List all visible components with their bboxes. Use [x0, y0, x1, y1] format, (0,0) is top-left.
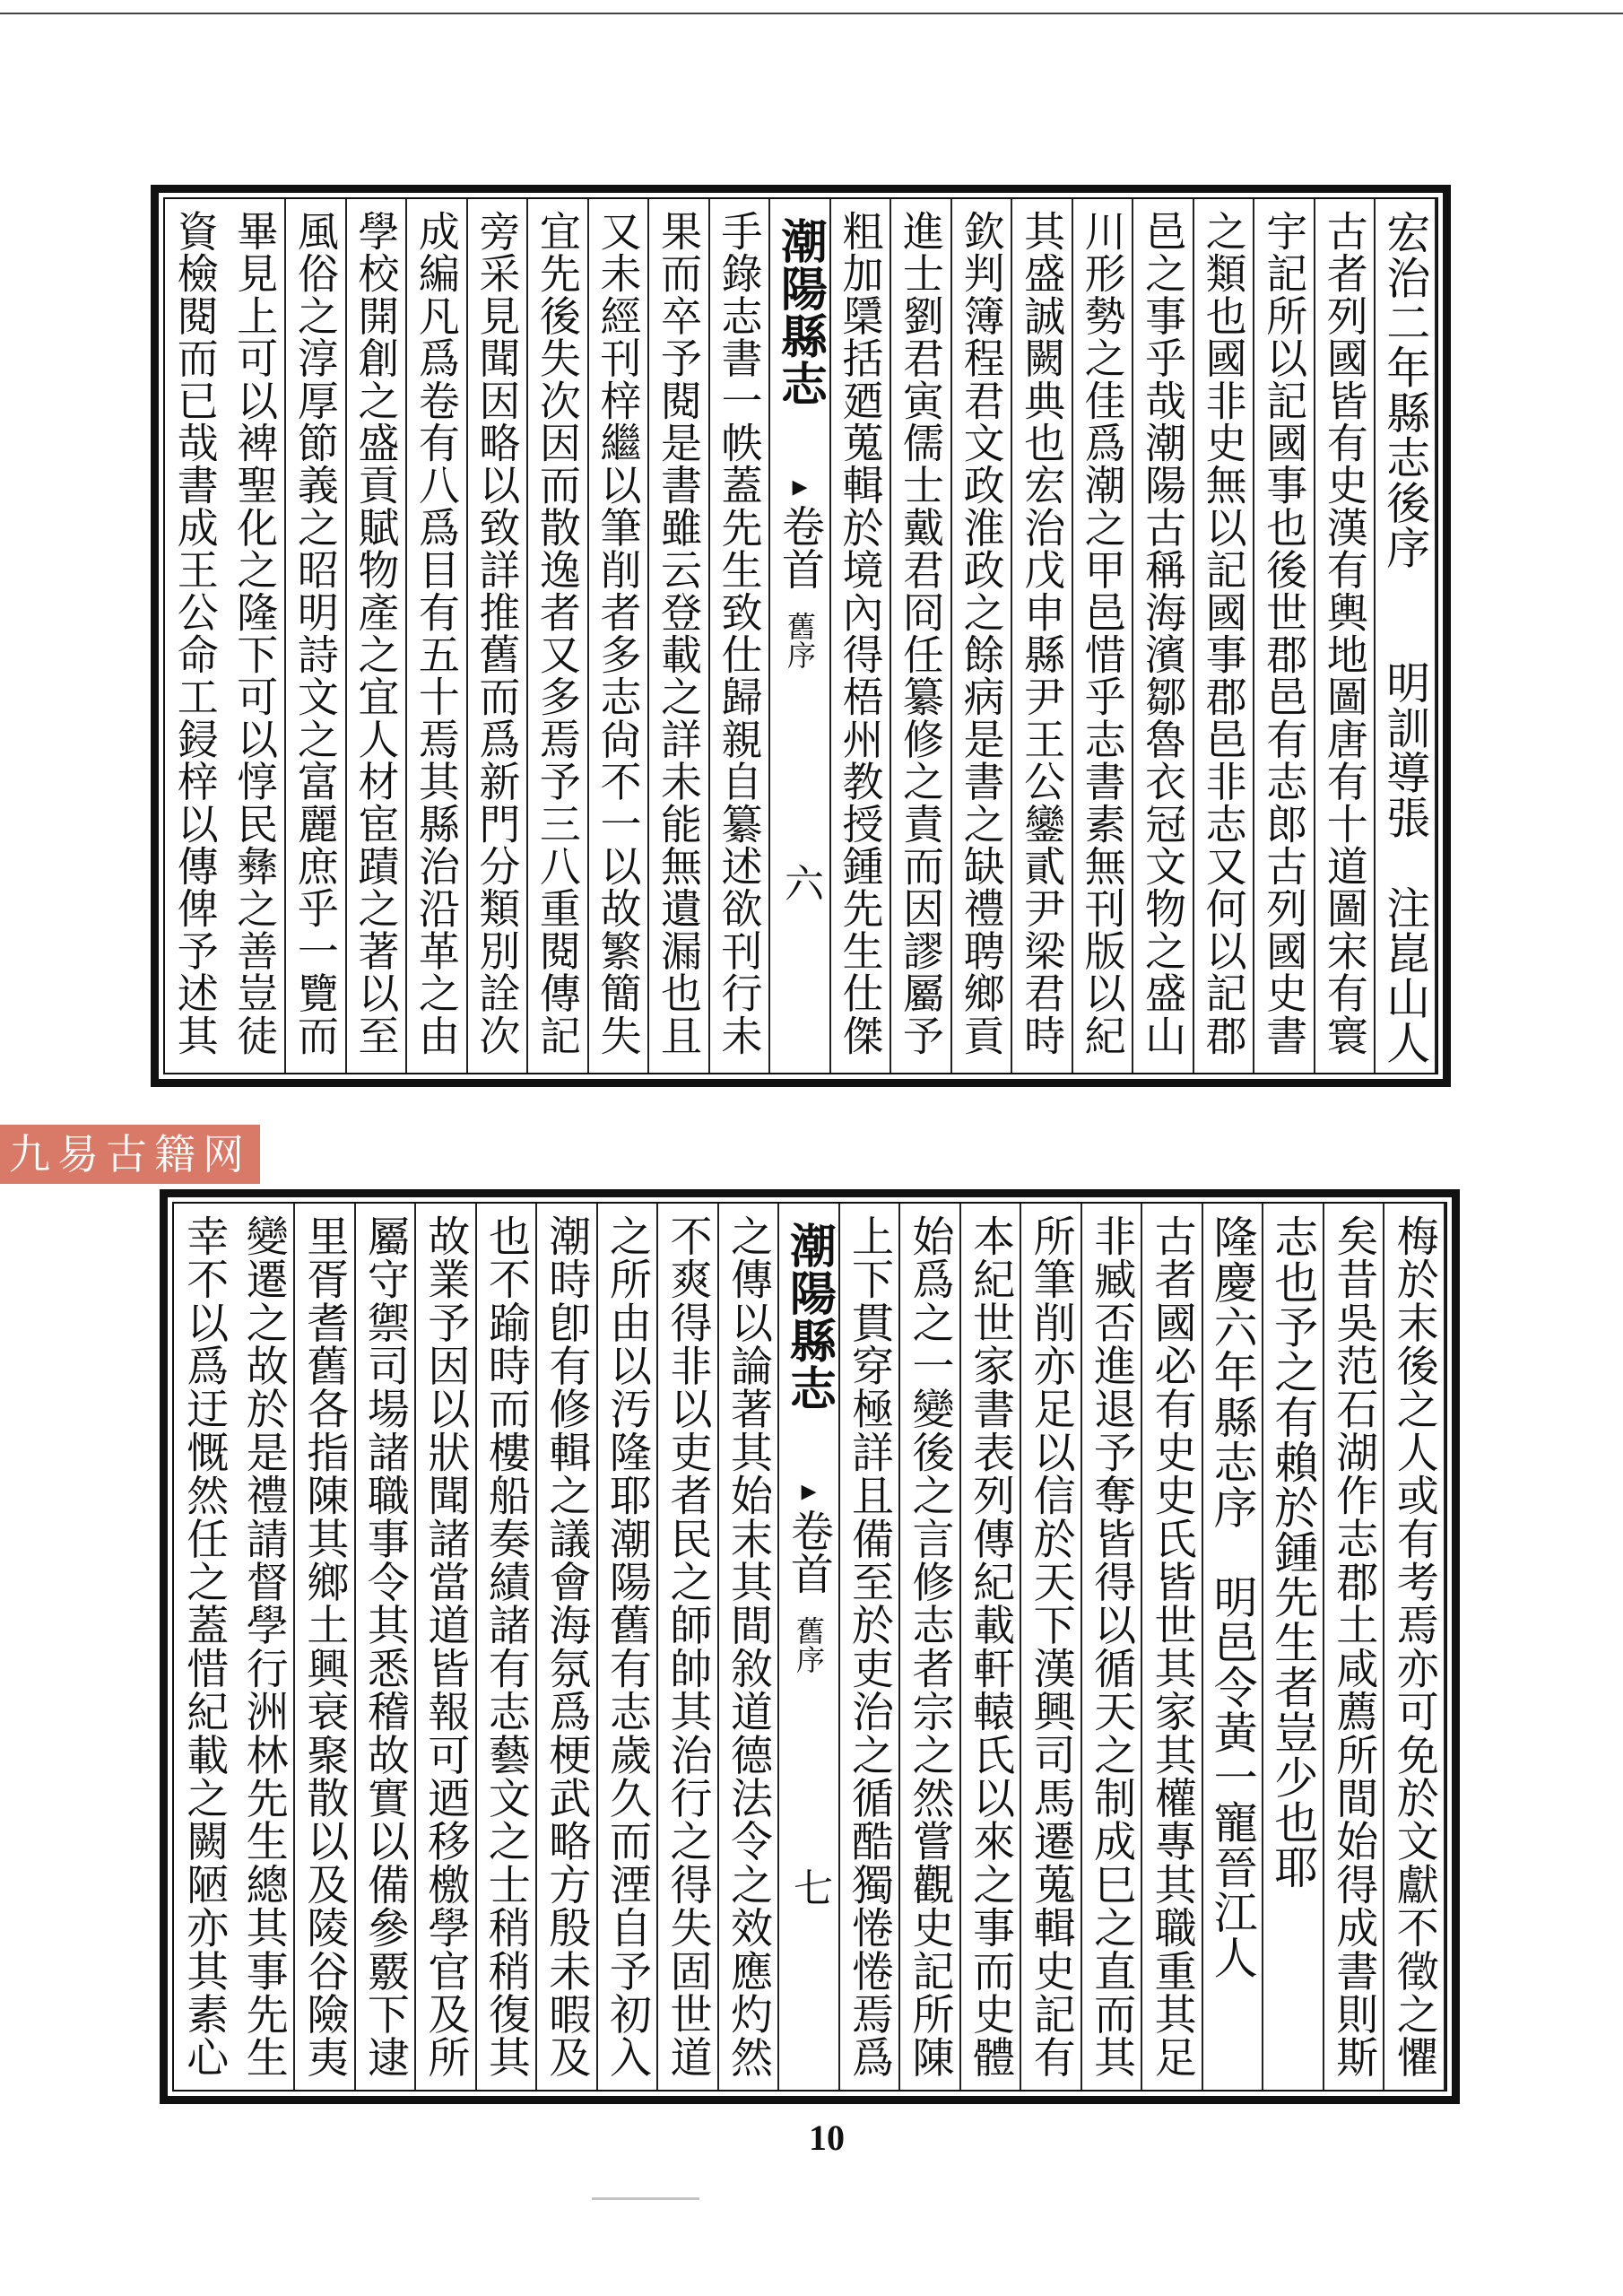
text-column: [649, 199, 710, 1073]
watermark-logo: 九易古籍网: [0, 1125, 260, 1184]
column-text: 志也予之有賴於鍾先生者豈少也耶: [1267, 1214, 1319, 1890]
text-column: [952, 199, 1013, 1073]
center-fold-column: [770, 199, 831, 1073]
scan-artifact: [592, 2197, 699, 2200]
leaf-number: 六: [777, 863, 823, 902]
text-column: [165, 199, 226, 1073]
column-text: 宜先後失次因而散逸者又多焉予三八重閱傳記: [533, 210, 582, 1057]
column-text: 川形勢之佳爲潮之甲邑惜乎志書素無刊版以紀: [1078, 210, 1127, 1057]
text-column: [891, 199, 952, 1073]
column-text: 之類也國非史無以記國事郡邑非志又何以記郡: [1199, 210, 1248, 1057]
column-text: 欽判簿程君文政淮政之餘病是書之缺禮聘鄉貢: [957, 210, 1006, 1057]
text-column: [831, 199, 892, 1073]
leaf-number: 七: [786, 1867, 832, 1907]
column-text: 果而卒予閱是書雖云登載之詳未能無遺漏也且: [654, 210, 703, 1057]
text-column: [537, 1204, 598, 2090]
text-column: [658, 1204, 719, 2090]
column-text: 本紀世家書表列傳紀載軒轅氏以來之事而史體: [966, 1214, 1016, 2079]
page-panel-top: [151, 185, 1451, 1087]
page-panel-bottom: [160, 1189, 1460, 2104]
column-text: 旁采見聞因略以致詳推舊而爲新門分類別詮次: [473, 210, 522, 1057]
text-column: [1254, 199, 1315, 1073]
text-column: [710, 199, 771, 1073]
center-fold-column: [779, 1204, 840, 2090]
text-column: [1142, 1204, 1203, 2090]
column-text: 不爽得非以吏者民之師帥其治行之得失固世道: [663, 1214, 713, 2079]
text-column: [598, 1204, 659, 2090]
text-column: [347, 199, 408, 1073]
column-text: 資檢閱而已哉書成王公命工鋟梓以傳俾予述其: [170, 210, 220, 1057]
column-text: 手錄志書一帙蓋先生致仕歸親自纂述欲刊行未: [715, 210, 764, 1057]
text-column: [719, 1204, 780, 2090]
volume-label: 卷首: [774, 504, 825, 590]
text-column: [1315, 199, 1376, 1073]
column-text: 學校開創之盛貢賦物產之宜人材宦蹟之著以至: [352, 210, 401, 1057]
column-text: 邑之事乎哉潮陽古稱海濱鄒魯衣冠文物之盛山: [1139, 210, 1188, 1057]
section-label: 舊序: [792, 1616, 826, 1674]
text-column: [1012, 199, 1073, 1073]
text-column: [295, 1204, 356, 2090]
column-grid-top: [163, 197, 1438, 1074]
column-text: 又未經刊梓繼以筆削者多志尙不一以故繁簡失: [594, 210, 643, 1057]
column-text: 梅於末後之人或有考焉亦可免於文獻不徵之懼: [1389, 1214, 1439, 2079]
column-text: 進士劉君寅儒士戴君冏任纂修之責而因謬屬予: [897, 210, 946, 1057]
column-text: 潮時卽有修輯之議會海氛爲梗武略方殷未暇及: [542, 1214, 592, 2079]
separator-mark: ▸: [801, 1473, 817, 1509]
heading-column: [1376, 199, 1436, 1073]
book-title: 潮陽縣志: [772, 217, 828, 407]
column-text: 故業予因以狀聞諸當道皆報可迺移檄學官及所: [421, 1214, 471, 2079]
book-title: 潮陽縣志: [781, 1222, 837, 1412]
column-text: 屬守禦司場諸職事令其悉稽故實以備參覈下逮: [360, 1214, 410, 2079]
text-column: [840, 1204, 901, 2090]
column-text: 成編凡爲卷有八爲目有五十焉其縣治沿革之由: [412, 210, 461, 1057]
column-text: 也不踰時而樓船奏績諸有志藝文之士稍稍復其: [481, 1214, 531, 2079]
column-text: 古者國必有史史氏皆世其家其權專其職重其足: [1147, 1214, 1197, 2079]
column-text: 粗加檃括廼蒐輯於境內得梧州教授鍾先生仕傑: [836, 210, 885, 1057]
column-text: 里胥耆舊各指陳其鄉土興衰聚散以及陵谷險夷: [299, 1214, 350, 2079]
text-column: [174, 1204, 235, 2090]
heading-column: [1203, 1204, 1264, 2090]
text-column: [1073, 199, 1134, 1073]
preface-title: 宏治二年縣志後序 明訓導張 注崑山人: [1379, 210, 1431, 1065]
text-column: [416, 1204, 477, 2090]
column-text: 非臧否進退予奪皆得以循天之制成巳之直而其: [1087, 1214, 1137, 2079]
text-column: [286, 199, 347, 1073]
column-text: 之傳以論著其始末其間敘道德法令之效應灼然: [723, 1214, 773, 2079]
column-text: 古者列國皆有史漢有輿地圖唐有十道圖宋有寰: [1320, 210, 1369, 1057]
text-column: [961, 1204, 1022, 2090]
column-grid-bottom: [172, 1202, 1447, 2092]
column-text: 畢見上可以裨聖化之隆下可以惇民彝之善豈徒: [230, 210, 280, 1057]
text-column: [1194, 199, 1255, 1073]
section-label: 舊序: [783, 612, 817, 669]
text-column: [235, 1204, 296, 2090]
text-column: [1133, 199, 1194, 1073]
text-column: [407, 199, 468, 1073]
text-column: [1021, 1204, 1082, 2090]
volume-label: 卷首: [783, 1509, 834, 1595]
text-column: [589, 199, 650, 1073]
page-number: 10: [809, 2118, 845, 2158]
column-text: 幸不以爲迂慨然任之蓋惜紀載之闕陋亦其素心: [179, 1214, 230, 2079]
text-column: [900, 1204, 961, 2090]
column-text: 變遷之故於是禮請督學行洲林先生總其事先生: [239, 1214, 289, 2079]
column-text: 矣昔吳范石湖作志郡土咸薦所間始得成書則斯: [1329, 1214, 1379, 2079]
column-text: 始爲之一變後之言修志者宗之然嘗觀史記所陳: [905, 1214, 955, 2079]
column-text: 上下貫穿極詳且備至於吏治之循酷獨惓惓焉爲: [845, 1214, 895, 2079]
preface-title: 隆慶六年縣志序 明邑令黃一寵晉江人: [1207, 1214, 1259, 1980]
text-column: [1324, 1204, 1385, 2090]
column-text: 所筆削亦足以信於天下漢興司馬遷蒐輯史記有: [1026, 1214, 1076, 2079]
text-column: [1384, 1204, 1445, 2090]
column-text: 其盛誠闕典也宏治戊申縣尹王公鑾貳尹梁君時: [1018, 210, 1067, 1057]
column-text: 宇記所以記國事也後世郡邑有志郎古列國史書: [1260, 210, 1309, 1057]
column-text: 之所由以汚隆耶潮陽舊有志歲久而湮自予初入: [602, 1214, 652, 2079]
text-column: [356, 1204, 417, 2090]
text-column: [226, 199, 287, 1073]
text-column: [1082, 1204, 1143, 2090]
separator-mark: ▸: [792, 468, 808, 504]
text-column: [468, 199, 529, 1073]
column-text: 風俗之淳厚節義之昭明詩文之富麗庶乎一覽而: [291, 210, 340, 1057]
text-column: [528, 199, 589, 1073]
text-column: [477, 1204, 538, 2090]
top-rule: [0, 13, 1623, 14]
text-column: [1263, 1204, 1324, 2090]
